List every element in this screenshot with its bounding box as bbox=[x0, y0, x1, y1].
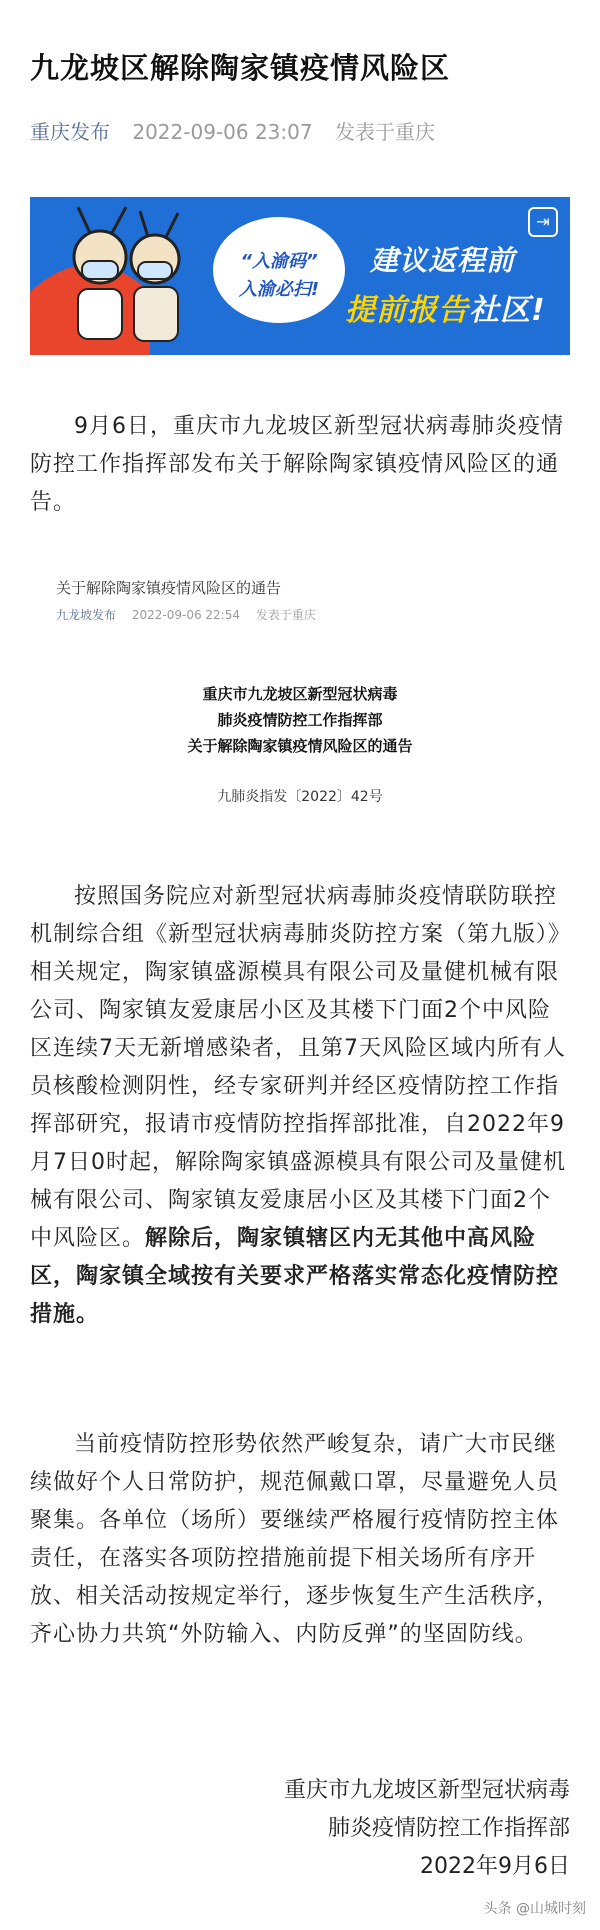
embedded-date: 2022-09-06 22:54 bbox=[131, 608, 240, 622]
body-paragraph-2: 当前疫情防控形势依然严峻复杂，请广大市民继续做好个人日常防护，规范佩戴口罩，尽量避免人员聚集。各单位（场所）要继续严格履行疫情防控主体责任，在落实各项防控措施前提下相关场所有序开放、相关活动按规定举行，逐步恢复生产生活秩序，齐心协力共筑“外防输入、内防反弹”的坚固防线。 bbox=[30, 1432, 560, 1647]
embedded-screenshot-meta bbox=[56, 606, 328, 623]
embedded-account: 九龙坡发布 bbox=[56, 608, 117, 622]
promo-banner[interactable] bbox=[30, 197, 570, 355]
publish-date: 2022-09-06 23:07 bbox=[132, 120, 313, 144]
antenna bbox=[78, 207, 90, 233]
notice-heading-line2: 肺炎疫情防控工作指挥部 bbox=[217, 711, 383, 729]
speech-bubble bbox=[213, 217, 345, 323]
body-paragraph-1 bbox=[30, 878, 570, 1334]
signature-date: 2022年9月6日 bbox=[420, 1854, 570, 1879]
slogan-highlight: 提前报告 bbox=[345, 293, 469, 328]
publish-location: 发表于重庆 bbox=[334, 120, 435, 144]
antenna bbox=[140, 211, 148, 237]
cartoon-body-left bbox=[78, 289, 122, 339]
slogan-rest: 社区! bbox=[469, 293, 546, 328]
exit-icon[interactable]: ⇥ bbox=[528, 207, 558, 237]
signature-line2: 肺炎疫情防控工作指挥部 bbox=[327, 1816, 570, 1841]
bubble-line2: 入渝必扫! bbox=[238, 279, 320, 300]
watermark: 头条 @山城时刻 bbox=[483, 1901, 586, 1917]
notice-heading-line3: 关于解除陶家镇疫情风险区的通告 bbox=[187, 737, 413, 755]
embedded-location: 发表于重庆 bbox=[255, 608, 316, 622]
cartoon-mask-left bbox=[82, 261, 118, 279]
article-meta bbox=[30, 116, 435, 145]
document-number: 九肺炎指发〔2022〕42号 bbox=[217, 789, 383, 805]
embedded-screenshot-title: 关于解除陶家镇疫情风险区的通告 bbox=[56, 579, 282, 597]
banner-slogan-line1: 建议返程前 bbox=[370, 244, 516, 277]
banner-slogan-line2 bbox=[345, 285, 546, 329]
cartoon-body-right bbox=[134, 287, 178, 341]
body-paragraph-1-text: 按照国务院应对新型冠状病毒肺炎疫情联防联控机制综合组《新型冠状病毒肺炎防控方案（第九版）》相关规定，陶家镇盛源模具有限公司及量健机械有限公司、陶家镇友爱康居小区及其楼下门面2个中风险区连续7天无新增感染者，且第7天风险区域内所有人员核酸检测阴性，经专家研判并经区疫情防控工作指挥部研究，报请市疫情防控指挥部批准，自2022年9月7日0时起，解除陶家镇盛源模具有限公司及量健机械有限公司、陶家镇友爱康居小区及其楼下门面2个中风险区。 bbox=[30, 884, 566, 1251]
intro-paragraph: 9月6日，重庆市九龙坡区新型冠状病毒肺炎疫情防控工作指挥部发布关于解除陶家镇疫情风险区的通告。 bbox=[30, 414, 564, 515]
antenna bbox=[166, 213, 178, 237]
notice-heading-line1: 重庆市九龙坡区新型冠状病毒 bbox=[202, 685, 398, 703]
body-paragraph-1-bold: 解除后，陶家镇辖区内无其他中高风险区，陶家镇全域按有关要求严格落实常态化疫情防控措施。 bbox=[30, 1226, 560, 1327]
bubble-line1: “入渝码” bbox=[240, 251, 318, 272]
antenna bbox=[112, 207, 126, 233]
signature-line1: 重庆市九龙坡区新型冠状病毒 bbox=[283, 1778, 570, 1803]
account-name-link[interactable]: 重庆发布 bbox=[30, 120, 110, 144]
article-title: 九龙坡区解除陶家镇疫情风险区 bbox=[30, 51, 451, 85]
banner-illustration bbox=[30, 197, 230, 355]
cartoon-mask-right bbox=[138, 262, 172, 279]
